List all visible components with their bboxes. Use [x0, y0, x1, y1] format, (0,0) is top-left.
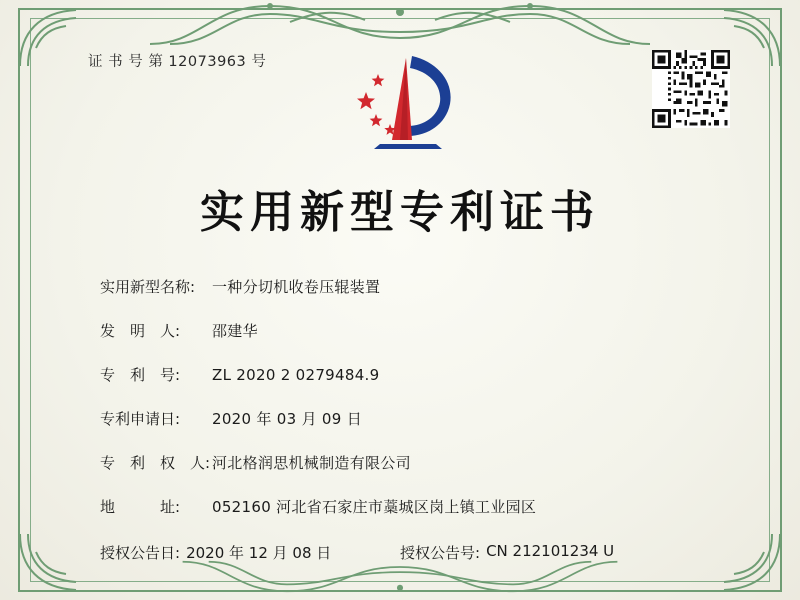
field-application-date [100, 408, 730, 429]
footer-value: CN 212101234 U [486, 542, 615, 560]
field-value: 河北格润思机械制造有限公司 [212, 454, 411, 472]
page-title: 实用新型专利证书 [200, 187, 600, 238]
field-label: 实用新型名称: [100, 278, 196, 296]
footer-value: 2020 年 12 月 08 日 [186, 544, 332, 562]
field-inventor [100, 320, 730, 341]
patent-office-emblem-icon [350, 48, 460, 158]
footer-label: 授权公告日: [100, 544, 181, 562]
field-value: 2020 年 03 月 09 日 [212, 410, 362, 428]
field-label: 专利申请日: [100, 410, 181, 428]
field-address [100, 496, 730, 517]
field-patent-number [100, 364, 730, 385]
field-utility-model-name [100, 276, 730, 297]
certificate-fields [100, 276, 730, 540]
field-patentee [100, 452, 730, 473]
field-label: 发 明 人: [100, 322, 181, 340]
field-label: 地 址: [100, 498, 181, 516]
footer-grant-date [100, 542, 400, 563]
field-label: 专 利 号: [100, 366, 181, 384]
footer-label: 授权公告号: [400, 544, 481, 562]
field-value: 邵建华 [212, 322, 258, 340]
qr-code-icon [652, 50, 730, 128]
certificate-footer [100, 542, 730, 563]
field-value: ZL 2020 2 0279484.9 [212, 366, 380, 384]
field-label: 专 利 权 人: [100, 454, 211, 472]
certificate-number: 证 书 号 第 12073963 号 [88, 54, 267, 70]
field-value: 052160 河北省石家庄市藁城区岗上镇工业园区 [212, 498, 537, 516]
field-value: 一种分切机收卷压辊装置 [212, 278, 381, 296]
footer-publication-number [400, 542, 614, 563]
